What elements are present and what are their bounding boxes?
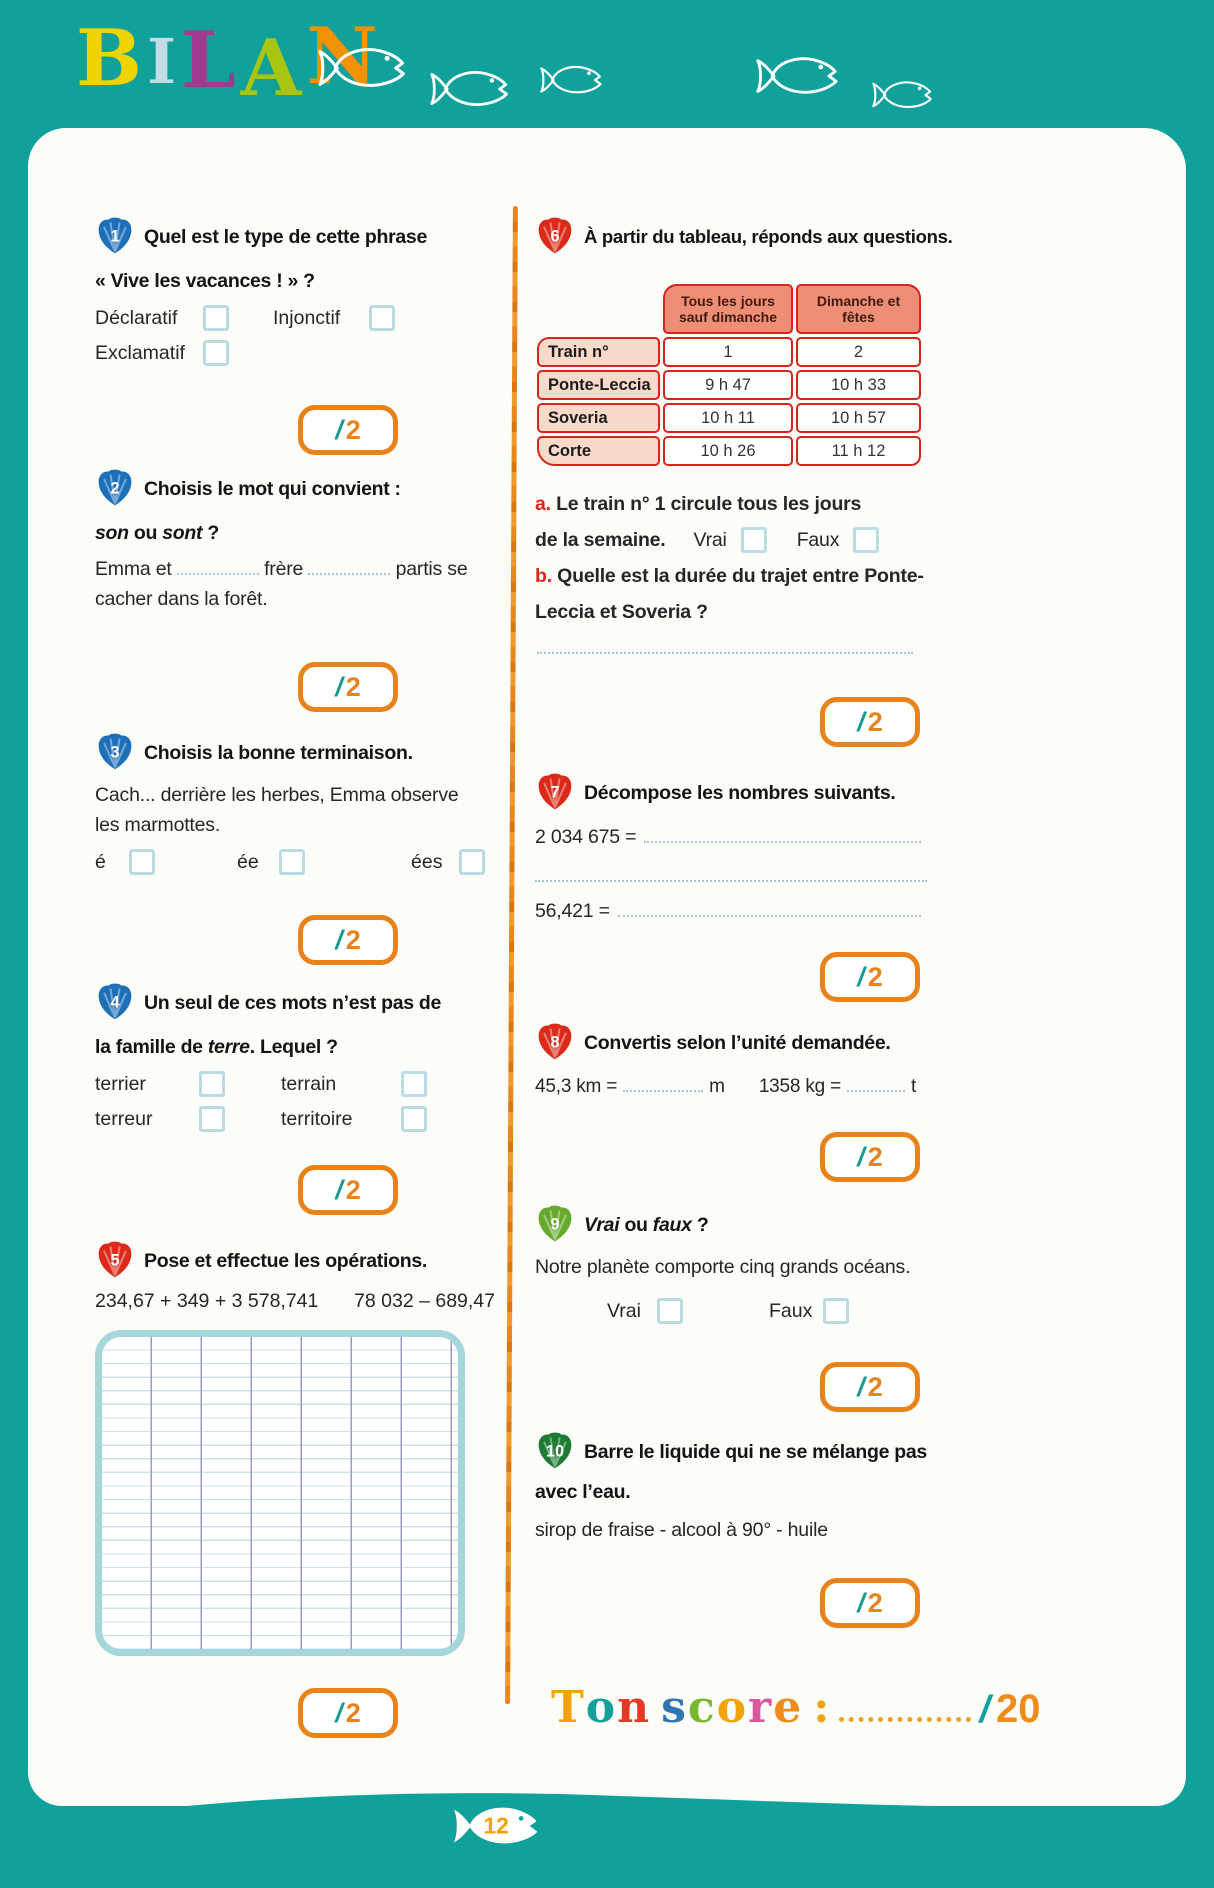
score-slash: / [335,924,343,955]
question-title: Convertis selon l’unité demandée. [584,1032,891,1054]
subquestion-label: b. [535,565,552,587]
score-box-q6[interactable] [820,697,920,747]
svg-text:10: 10 [545,1442,565,1461]
title-part: la famille de [95,1036,208,1058]
checkbox[interactable] [203,305,229,331]
score-points: 2 [345,414,361,445]
score-points: 2 [345,924,361,955]
fish-icon [318,36,414,100]
question-9 [535,1210,927,1324]
column-header: Dimanche et fêtes [796,284,921,334]
score-points: 2 [345,671,361,702]
italic-word: faux [652,1214,692,1236]
word: ? [207,522,219,544]
answer-blank[interactable] [618,897,921,917]
sentence-part: les marmottes. [95,814,221,836]
total-score-blank[interactable] [839,1688,971,1722]
column-header: Tous les jours sauf dimanche [663,284,793,334]
shell-number-icon [95,468,135,508]
shell-number-icon [95,1240,135,1280]
svg-text:2: 2 [110,479,120,498]
liquid-options-text[interactable]: sirop de fraise - alcool à 90° - huile [535,1519,828,1541]
question-1 [95,222,495,366]
answer-line[interactable] [537,652,913,654]
score-box-q10[interactable] [820,1578,920,1628]
faux-checkbox[interactable] [853,527,879,553]
sentence-part: Emma et [95,558,172,580]
answer-line[interactable] [535,880,927,882]
row-label: Soveria [537,403,660,433]
statement-text: Notre planète comporte cinq grands océans. [535,1256,911,1278]
sentence-part: Cach... derrière les herbes, Emma observe [95,784,459,806]
fish-icon [872,74,938,116]
option-label: ées [411,850,443,873]
unit-label: m [709,1076,725,1097]
vrai-checkbox[interactable] [741,527,767,553]
svg-text:9: 9 [550,1215,560,1234]
total-score-max: 20 [996,1687,1041,1731]
page-number-fish [452,1796,548,1856]
vrai-checkbox[interactable] [657,1298,683,1324]
checkbox[interactable] [199,1071,225,1097]
faux-label: Faux [796,529,840,551]
checkbox[interactable] [199,1106,225,1132]
table-cell: 2 [796,337,921,367]
subquestion-label: a. [535,493,551,515]
italic-word: Vrai [584,1214,620,1236]
subquestion-text: Leccia et Soveria ? [535,601,708,623]
score-slash: / [857,706,865,737]
italic-word: terre [207,1036,250,1058]
score-box-q8[interactable] [820,1132,920,1182]
question-title: Choisis le mot qui convient : [144,478,401,500]
question-title: Choisis la bonne terminaison. [144,742,413,764]
shell-number-icon [535,772,575,812]
checkbox[interactable] [129,849,155,875]
sentence-part: cacher dans la forêt. [95,588,268,610]
score-slash: / [335,1174,343,1205]
row-label: Corte [537,436,660,466]
score-points: 2 [345,1174,361,1205]
table-cell: 9 h 47 [663,370,793,400]
svg-text:4: 4 [110,993,120,1012]
checkbox[interactable] [401,1071,427,1097]
table-cell: 10 h 33 [796,370,921,400]
bottom-wave [0,1770,1214,1888]
unit-label: t [911,1076,917,1097]
italic-word: son [95,522,129,544]
question-title: Quel est le type de cette phrase [144,226,428,248]
svg-text:5: 5 [110,1251,120,1270]
score-points: 2 [867,1371,883,1402]
sentence-part: frère [264,558,304,580]
conversion-label: 45,3 km = [535,1076,618,1097]
option-label: ée [237,850,259,873]
question-title: Barre le liquide qui ne se mélange pas [584,1441,927,1463]
checkbox[interactable] [203,340,229,366]
score-slash: / [857,1141,865,1172]
shell-number-icon [95,216,135,256]
checkbox[interactable] [459,849,485,875]
subquestion-text: Le train n° 1 circule tous les jours [556,493,862,515]
svg-text:1: 1 [110,227,120,246]
answer-blank[interactable] [644,823,921,843]
shell-number-icon [535,1022,575,1062]
shell-number-icon [95,982,135,1022]
question-5 [95,1246,495,1313]
question-6-subquestions [535,486,927,630]
table-cell: 10 h 57 [796,403,921,433]
score-slash: / [857,1587,865,1618]
question-6 [535,222,953,256]
conversion-label: 1358 kg = [758,1076,842,1097]
score-slash: / [335,1697,343,1728]
question-title: Pose et effectue les opérations. [144,1250,427,1272]
table-cell: 1 [663,337,793,367]
calculation-grid[interactable] [95,1330,465,1656]
table-cell: 10 h 11 [663,403,793,433]
score-box-q9[interactable] [820,1362,920,1412]
answer-blank[interactable] [847,1072,905,1092]
page-title: BILAN [76,11,383,114]
vrai-label: Vrai [693,529,727,551]
checkbox[interactable] [369,305,395,331]
score-slash: / [335,414,343,445]
score-points: 2 [867,1587,883,1618]
score-box-q2[interactable] [298,662,398,712]
table-corner [537,284,660,334]
answer-blank[interactable] [308,555,390,575]
question-title: À partir du tableau, réponds aux questions. [584,226,953,247]
option-label: é [95,850,106,873]
score-slash: / [335,671,343,702]
shell-number-icon [535,216,575,256]
fish-icon [756,48,846,104]
shell-number-icon [95,732,135,772]
fish-icon [540,58,608,102]
score-box-q3[interactable] [298,915,398,965]
question-title: Décompose les nombres suivants. [584,782,896,804]
score-points: 2 [867,706,883,737]
page-number: 12 [483,1812,509,1839]
number-to-decompose: 2 034 675 = [535,826,637,848]
checkbox[interactable] [279,849,305,875]
total-score-label: Ton score : [551,1682,832,1733]
word: ou [133,522,158,544]
option-label: terreur [95,1107,153,1130]
question-3 [95,738,495,875]
score-box-q1[interactable] [298,405,398,455]
score-box-q4[interactable] [298,1165,398,1215]
italic-word: sont [162,522,203,544]
score-slash: / [857,961,865,992]
checkbox[interactable] [401,1106,427,1132]
question-2 [95,474,495,614]
row-label: Ponte-Leccia [537,370,660,400]
word: ? [696,1214,709,1236]
score-box-q5[interactable] [298,1688,398,1738]
answer-blank[interactable] [623,1072,703,1092]
score-box-q7[interactable] [820,952,920,1002]
question-title-line2: « Vive les vacances ! » ? [95,270,315,292]
number-to-decompose: 56,421 = [535,900,610,922]
question-8 [535,1028,927,1102]
svg-text:6: 6 [550,227,560,246]
sentence-part: partis se [395,558,468,580]
score-points: 2 [345,1697,361,1728]
faux-checkbox[interactable] [823,1298,849,1324]
table-cell: 11 h 12 [796,436,921,466]
option-label: Injonctif [273,306,341,329]
score-slash: / [857,1371,865,1402]
shell-number-icon [535,1431,575,1471]
operation-1: 234,67 + 349 + 3 578,741 [95,1290,319,1312]
shell-number-icon [535,1204,575,1244]
question-10 [535,1437,927,1545]
total-score-slash: / [979,1689,991,1731]
svg-text:7: 7 [550,783,560,802]
answer-blank[interactable] [177,555,259,575]
question-title-line2: avec l’eau. [535,1481,631,1503]
operation-2: 78 032 – 689,47 [354,1290,495,1312]
svg-text:8: 8 [550,1033,560,1052]
score-points: 2 [867,961,883,992]
question-7 [535,778,927,926]
question-4 [95,988,495,1132]
table-cell: 10 h 26 [663,436,793,466]
title-part: . Lequel ? [249,1036,338,1058]
option-label: Exclamatif [95,341,185,364]
subquestion-text: Quelle est la durée du trajet entre Ponte- [557,565,924,587]
vrai-label: Vrai [607,1299,641,1322]
subquestion-text: de la semaine. [535,529,666,551]
train-schedule-table [537,284,921,466]
faux-label: Faux [769,1299,813,1322]
option-label: terrier [95,1072,146,1095]
score-points: 2 [867,1141,883,1172]
fish-icon [430,62,516,116]
word: ou [624,1214,648,1236]
total-score-row [551,1684,1041,1732]
option-label: Déclaratif [95,306,178,329]
svg-text:3: 3 [110,743,120,762]
question-title: Un seul de ces mots n’est pas de [144,992,442,1014]
option-label: terrain [281,1072,337,1095]
row-label: Train n° [537,337,660,367]
option-label: territoire [281,1107,353,1130]
